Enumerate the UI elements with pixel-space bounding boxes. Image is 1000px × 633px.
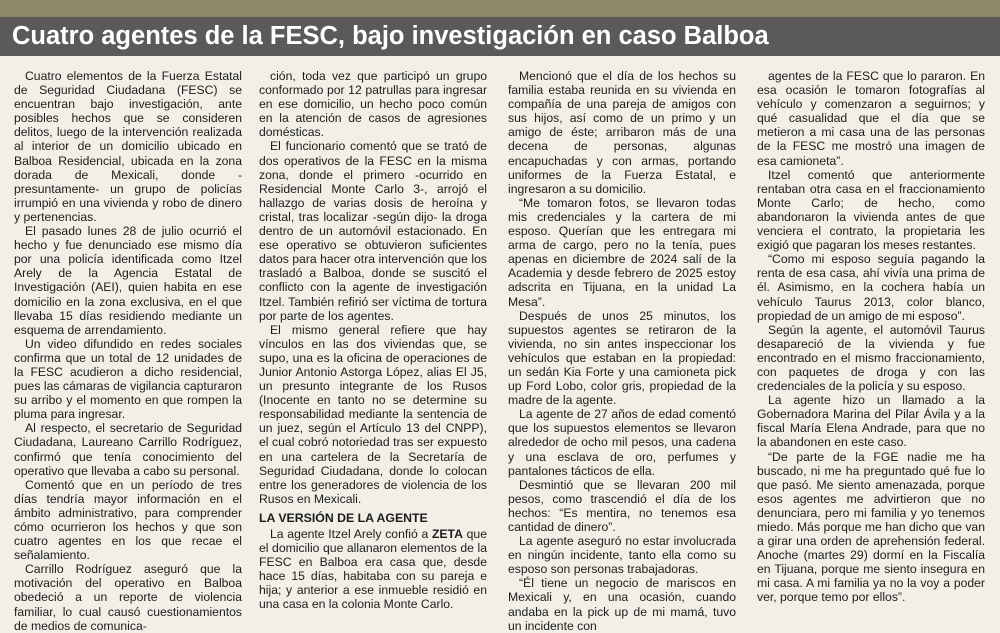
paragraph: Mencionó que el día de los hechos su familia estaba reunida en su vivienda en compañía de una pareja de amigos con sus hijos, así como de un primo y un amigo de éste; arribaron más de una decena de personas, algunas encapuchadas y con armas, portando uniformes de la Fuerza Estatal, e ingresaron a su domicilio. bbox=[508, 69, 736, 196]
paragraph: “De parte de la FGE nadie me ha buscado, ni me ha preguntado qué fue lo que pasó. Me siento amenazada, porque esos agentes me advirtieron que no denunciara, pero mi familia y yo tenemos miedo. Más porque me han dicho que van a girar una orden de aprehensión federal. Anoche (martes 29) dormí en la Fiscalía en Tijuana, porque me siento insegura en mi casa. A mi familia ya no la voy a poder ver, porque temo por ellos”. bbox=[757, 449, 985, 605]
paragraph: “Me tomaron fotos, se llevaron todas mis credenciales y la cartera de mi esposo. Querían que les entregara mi arma de cargo, pero no la tenía, pues apenas en diciembre de 2024 salí de la Academia y desde febrero de 2025 estoy adscrita en Tijuana, en la unidad La Mesa”. bbox=[508, 195, 736, 309]
paragraph: Carrillo Rodríguez aseguró que la motivación del operativo en Balboa obedeció a un reporte de violencia familiar, lo cual causó cuestionamientos de medios de comunica- bbox=[14, 562, 242, 633]
paragraph bbox=[259, 527, 487, 612]
paragraph: El mismo general refiere que hay vínculos en las dos viviendas que, se supo, una es la oficina de operaciones de Junior Antonio Astorga López, alias El J5, un presunto integrante de los Rusos (Inocente en tanto no se determine su responsabilidad mediante la sentencia de un juez, según el Artículo 13 del CNPP), el cual cobró notoriedad tras ser expuesto en una cartelera de la Secretaría de Seguridad Ciudadana, donde lo colocan entre los generadores de violencia de los Rusos en Mexicali. bbox=[259, 322, 487, 506]
paragraph: ción, toda vez que participó un grupo conformado por 12 patrullas para ingresar en ese domicilio, un hecho poco común en la atención de casos de agresiones domésticas. bbox=[259, 69, 487, 140]
paragraph: Itzel comentó que anteriormente rentaban otra casa en el fraccionamiento Monte Carlo; de hecho, como abandonaron la vivienda antes de que venciera el contrato, la propietaria les exigió que pagaran los meses restantes. bbox=[757, 167, 985, 253]
paragraph: La agente aseguró no estar involucrada en ningún incidente, tanto ella como su esposo son personas trabajadoras. bbox=[508, 534, 736, 577]
headline: Cuatro agentes de la FESC, bajo investigación en caso Balboa bbox=[12, 22, 769, 50]
paragraph: Desmintió que se llevaran 200 mil pesos, como trascendió el día de los hechos: “Es mentira, no tenemos esa cantidad de dinero”. bbox=[508, 477, 736, 534]
paragraph: Comentó que en un período de tres días tendría mayor información en el ámbito administrativo, para comprender cómo ocurrieron los hechos y que son cuatro agentes en los que recae el señalamiento. bbox=[14, 477, 242, 563]
paragraph: Cuatro elementos de la Fuerza Estatal de Seguridad Ciudadana (FESC) se encuentran bajo investigación, ante posibles hechos que se consideren delitos, luego de la intervención realizada al interior de un domicilio ubicado en Balboa Residencial, ubicada en la zona dorada de Mexicali, donde -presuntamente- un grupo de policías irrumpió en una vivienda y robo de dinero y pertenencias. bbox=[14, 69, 242, 224]
article-column-1 bbox=[14, 69, 242, 633]
article-column-2 bbox=[259, 69, 487, 612]
article-column-3 bbox=[508, 69, 736, 633]
paragraph: La agente de 27 años de edad comentó que los supuestos elementos se llevaron alrededor de ocho mil pesos, una cadena y una esclava de oro, perfumes y pantalones tácticos de ella. bbox=[508, 407, 736, 478]
article-column-4 bbox=[757, 69, 985, 605]
lead-text: La agente Itzel Arely confió a bbox=[270, 526, 432, 541]
paragraph: “Él tiene un negocio de mariscos en Mexicali y, en una ocasión, cuando andaba en la pick up de mi mamá, tuvo un incidente con bbox=[508, 576, 736, 633]
paragraph: Después de unos 25 minutos, los supuestos agentes se retiraron de la vivienda, no sin antes inspeccionar los vehículos que estaban en la propiedad: un sedán Kia Forte y una camioneta pick up Ford Lobo, color gris, propiedad de la madre de la agente. bbox=[508, 308, 736, 408]
top-color-rule bbox=[0, 0, 1000, 17]
paragraph: La agente hizo un llamado a la Gobernadora Marina del Pilar Ávila y a la fiscal María Elena Andrade, para que no la abandonen en este caso. bbox=[757, 393, 985, 450]
paragraph: “Como mi esposo seguía pagando la renta de esa casa, ahí vivía una prima de él. Asimismo, en la cochera había un vehículo Taurus 2013, color blanco, propiedad de un amigo de mi esposo”. bbox=[757, 252, 985, 323]
paragraph: El pasado lunes 28 de julio ocurrió el hecho y fue denunciado ese mismo día por una policía identificada como Itzel Arely de la Agencia Estatal de Investigación (AEI), quien habita en ese domicilio en la zona exclusiva, en el que llevaba 15 días residiendo mediante un esquema de arrendamiento. bbox=[14, 224, 242, 337]
section-subheading: LA VERSIÓN DE LA AGENTE bbox=[259, 510, 428, 525]
paragraph: Un video difundido en redes sociales confirma que un total de 12 unidades de la FESC acudieron a dicho residencial, pues las cámaras de vigilancia capturaron su arribo y el momento en que rompen la pluma para ingresar. bbox=[14, 336, 242, 422]
headline-banner bbox=[0, 17, 1000, 56]
lead-text-continued: que el domicilio que allanaron elementos de la FESC en Balboa era casa que, desde hace 15 días, habitaba con su pareja e hija; y anterior a ese inmueble residió en una casa en la colonia Monte Carlo. bbox=[259, 526, 487, 612]
paragraph: Al respecto, el secretario de Seguridad Ciudadana, Laureano Carrillo Rodríguez, confirmó que tenía conocimiento del operativo que llevaba a cabo su personal. bbox=[14, 421, 242, 478]
paragraph: agentes de la FESC que lo pararon. En esa ocasión le tomaron fotografías al vehículo y comenzaron a seguirnos; y qué casualidad que el día que se metieron a mi casa una de las personas de la FESC me mostró una imagen de esa camioneta”. bbox=[757, 69, 985, 168]
paragraph: El funcionario comentó que se trató de dos operativos de la FESC en la misma zona, donde el primero -ocurrido en Residencial Monte Carlo 3-, arrojó el hallazgo de varias dosis de heroína y cristal, tras localizar -según dijo- la droga dentro de un automóvil estacionado. En ese operativo se obtuvieron suficientes datos para hacer otra intervención que los trasladó a Balboa, donde se suscitó el conflicto con la agente de investigación Itzel. También refirió ser víctima de tortura por parte de los agentes. bbox=[259, 139, 487, 323]
publication-name: ZETA bbox=[431, 526, 463, 541]
paragraph: Según la agente, el automóvil Taurus desapareció de la vivienda y fue encontrado en el mismo fraccionamiento, con paquetes de droga y con las credenciales de la policía y su esposo. bbox=[757, 322, 985, 394]
